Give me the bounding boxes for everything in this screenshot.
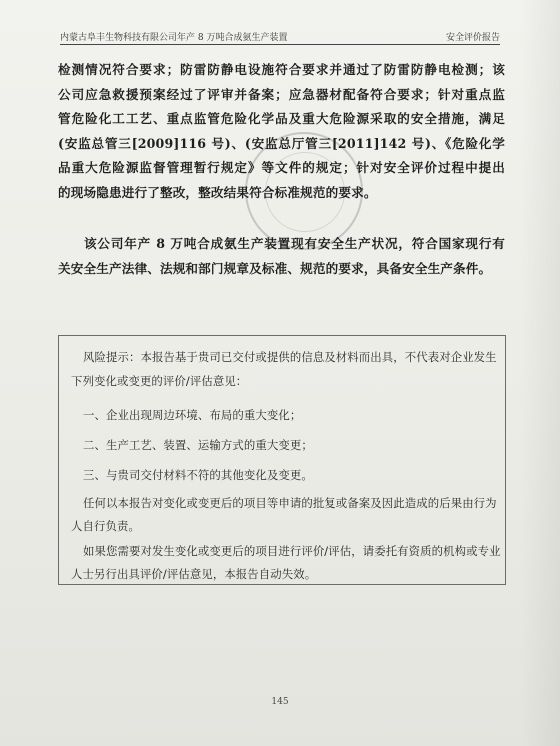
paragraph-line: 检测情况符合要求；防雷防静电设施符合要求并通过了防雷防静电检测；该 [58,62,505,77]
header-company-project: 内蒙古阜丰生物科技有限公司年产 8 万吨合成氨生产装置 [60,33,288,43]
paragraph-line: 该公司年产 8 万吨合成氨生产装置现有安全生产状况，符合国家现行有 [84,236,505,251]
paragraph-line: (安监总管三[2009]116 号)、(安监总厅管三[2011]142 号)、《危险化学 [58,135,505,151]
notice-line: 人士另行出具评价/评估意见，本报告自动失效。 [71,567,317,581]
notice-line: 任何以本报告对变化或变更后的项目等申请的批复或备案及因此造成的后果由行为 [83,496,497,510]
notice-item-3: 三、与贵司交付材料不符的其他变化及变更。 [83,468,313,482]
notice-line: 风险提示：本报告基于贵司已交付或提供的信息及材料而出具，不代表对企业发生 [83,350,497,364]
paragraph-line: 关安全生产法律、法规和部门规章及标准、规范的要求，具备安全生产条件。 [58,260,492,276]
notice-item-1: 一、企业出现周边环境、布局的重大变化； [83,408,302,422]
header-report-type: 安全评价报告 [445,33,500,43]
running-header [60,30,500,45]
paragraph-line: 的现场隐患进行了整改，整改结果符合标准规范的要求。 [58,184,377,200]
notice-line: 下列变化或变更的评价/评估意见： [71,374,248,388]
page-number: 145 [271,697,289,707]
conclusion-paragraph-2 [58,232,505,281]
notice-line: 如果您需要对发生变化或变更后的项目进行评价/评估，请委托有资质的机构或专业 [83,544,501,558]
conclusion-paragraph-1 [58,58,505,206]
risk-notice-box [58,335,506,585]
paragraph-line: 公司应急救援预案经过了评审并备案；应急器材配备符合要求；针对重点监 [58,86,505,102]
notice-item-2: 二、生产工艺、装置、运输方式的重大变更； [83,438,313,452]
paragraph-line: 管危险化工工艺、重点监管危险化学品及重大危险源采取的安全措施，满足 [58,111,505,127]
notice-line: 人自行负责。 [71,519,140,533]
paragraph-line: 品重大危险源监督管理暂行规定》等文件的规定；针对安全评价过程中提出 [58,160,505,176]
page-shadow [520,0,560,746]
